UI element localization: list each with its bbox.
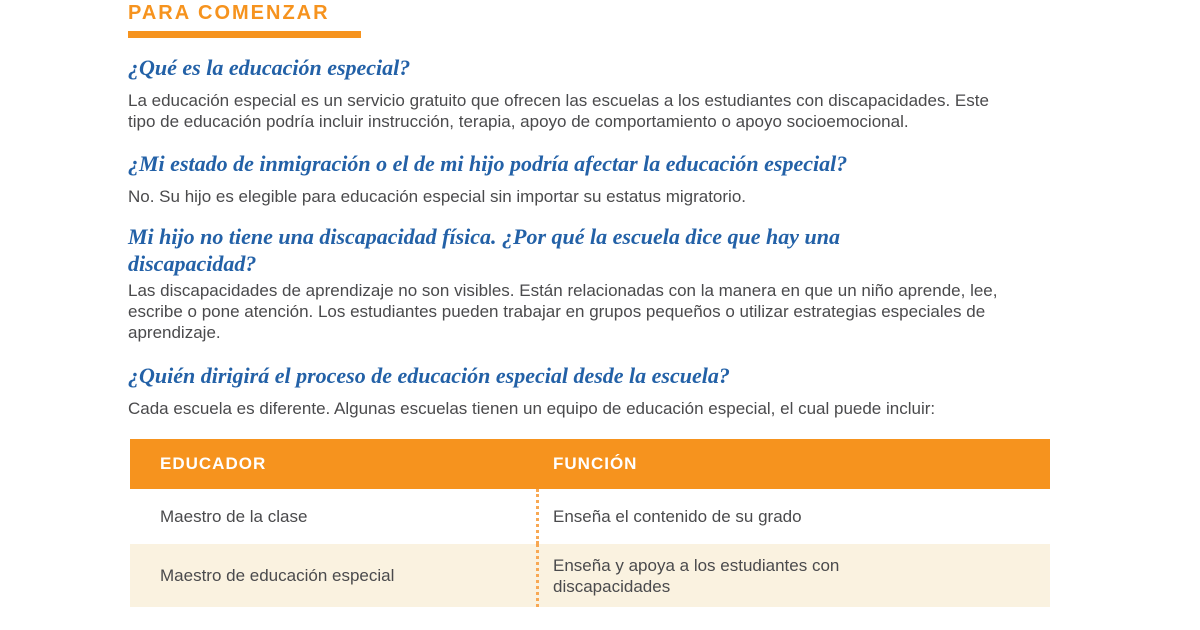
table-row	[130, 489, 1050, 544]
role-cell	[536, 489, 1050, 544]
answer-paragraph-4: Cada escuela es diferente. Algunas escuelas tienen un equipo de educación especial, el cual puede incluir:	[128, 399, 936, 418]
document-content	[128, 0, 1068, 607]
educator-cell-text: Maestro de la clase	[160, 506, 308, 526]
column-header-educator-label: EDUCADOR	[160, 454, 267, 473]
role-cell	[536, 544, 1050, 607]
answer-paragraph-3: Las discapacidades de aprendizaje no son visibles. Están relacionadas con la manera en que un niño aprende, lee, escribe o pone atención. Los estudiantes pueden trabajar en grupos pequeños o utilizar estrategias especiales de aprendizaje.	[128, 281, 998, 342]
educator-cell	[130, 544, 536, 607]
kicker-underline-bar	[128, 31, 361, 38]
question-heading-1: ¿Qué es la educación especial?	[128, 55, 411, 80]
role-cell-text: Enseña el contenido de su grado	[553, 507, 802, 526]
column-header-funcion-label: FUNCIÓN	[553, 454, 638, 473]
educator-cell-text: Maestro de educación especial	[160, 565, 395, 585]
answer-paragraph-1: La educación especial es un servicio gratuito que ofrecen las escuelas a los estudiantes con discapacidades. Este tipo de educación podría incluir instrucción, terapia, apoyo de comportamiento o apoyo socioemocional.	[128, 91, 989, 131]
section-kicker: PARA COMENZAR	[128, 2, 330, 24]
answer-paragraph-2: No. Su hijo es elegible para educación especial sin importar su estatus migratorio.	[128, 187, 746, 206]
question-heading-4: ¿Quién dirigirá el proceso de educación especial desde la escuela?	[128, 363, 730, 388]
role-cell-text: Enseña y apoya a los estudiantes con discapacidades	[553, 555, 840, 596]
table-header-row	[130, 439, 1050, 489]
educators-table	[130, 439, 1050, 607]
column-header-educator	[130, 439, 536, 489]
question-heading-2: ¿Mi estado de inmigración o el de mi hijo podría afectar la educación especial?	[128, 151, 848, 176]
table-row	[130, 544, 1050, 607]
educator-cell	[130, 489, 536, 544]
column-header-funcion	[536, 439, 1050, 489]
question-heading-3: Mi hijo no tiene una discapacidad física. ¿Por qué la escuela dice que hay una discapacidad?	[128, 224, 840, 276]
